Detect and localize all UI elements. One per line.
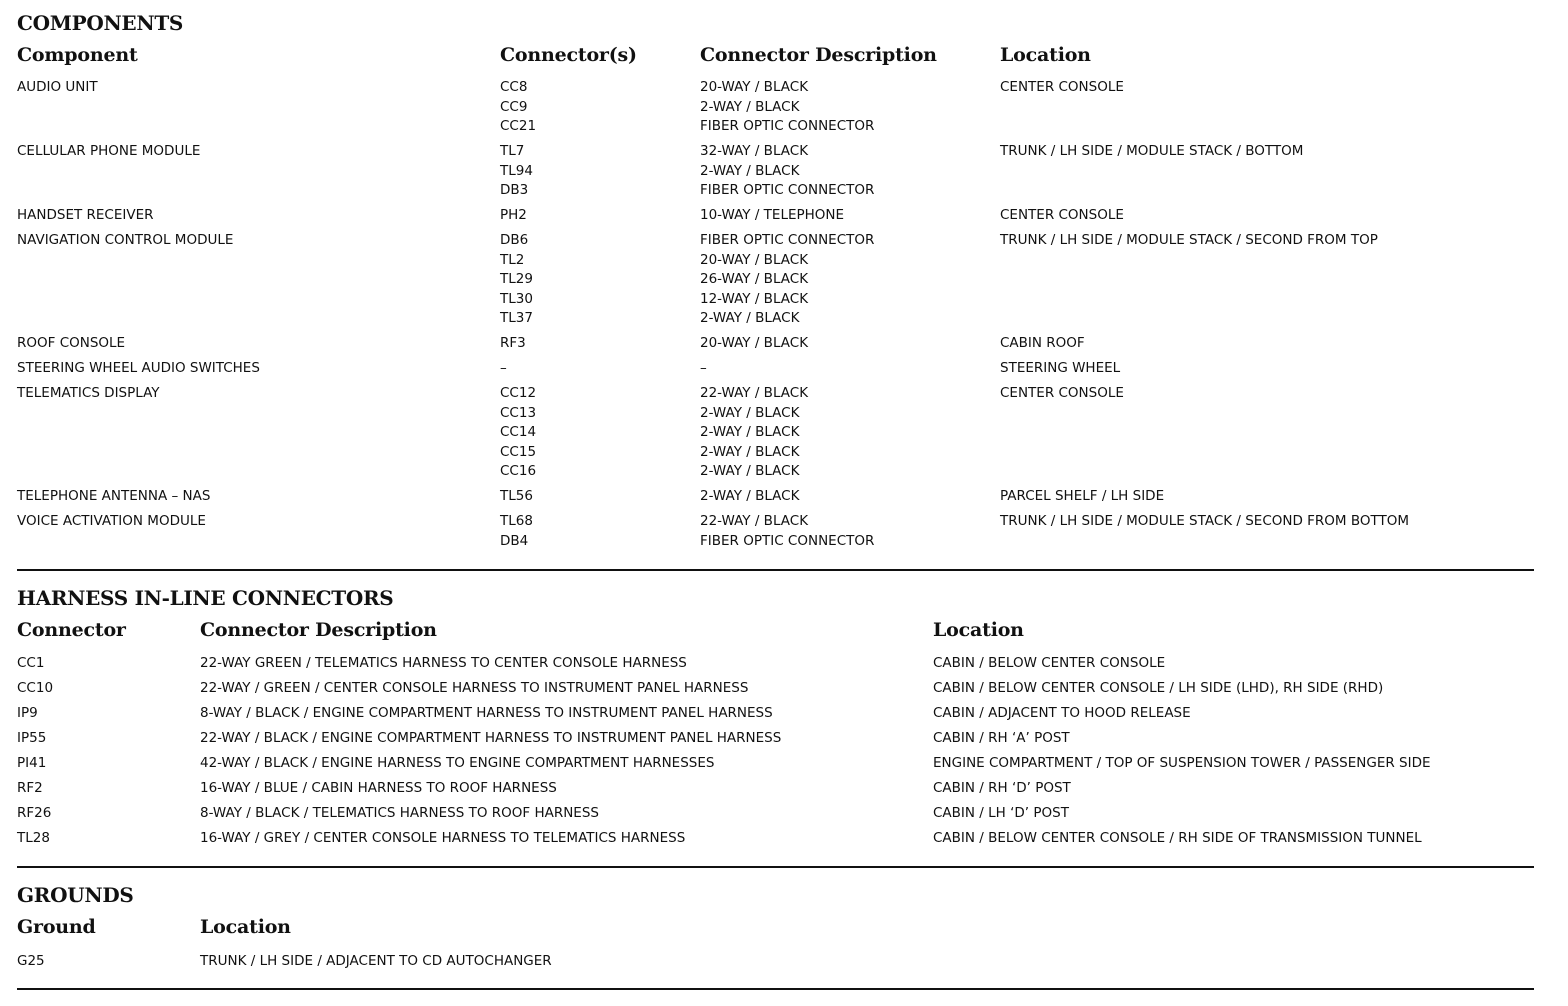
component-connector: CC21 bbox=[500, 118, 537, 135]
harness-description: 42-WAY / BLACK / ENGINE HARNESS TO ENGINE COMPARTMENT HARNESSES bbox=[200, 755, 715, 771]
components-header-component: Component bbox=[17, 44, 138, 66]
section-divider bbox=[17, 866, 1534, 868]
ground-location: TRUNK / LH SIDE / ADJACENT TO CD AUTOCHANGER bbox=[200, 953, 552, 969]
harness-connector: CC10 bbox=[17, 680, 54, 696]
component-location: CENTER CONSOLE bbox=[1000, 79, 1124, 95]
component-location: TRUNK / LH SIDE / MODULE STACK / SECOND FROM BOTTOM bbox=[1000, 513, 1410, 529]
harness-location: CABIN / RH ‘A’ POST bbox=[933, 730, 1070, 746]
section-divider bbox=[17, 569, 1534, 571]
component-connector-description: – bbox=[700, 360, 707, 376]
component-location: CENTER CONSOLE bbox=[1000, 207, 1124, 223]
component-name: ROOF CONSOLE bbox=[17, 335, 126, 351]
component-name: NAVIGATION CONTROL MODULE bbox=[17, 232, 234, 248]
component-connector: TL94 bbox=[500, 162, 533, 179]
harness-connector: TL28 bbox=[17, 830, 50, 846]
harness-location: CABIN / RH ‘D’ POST bbox=[933, 780, 1071, 796]
component-connector-description: 20-WAY / BLACK bbox=[700, 335, 809, 351]
component-connector-description: 2-WAY / BLACK bbox=[700, 463, 800, 480]
component-connector-description: 22-WAY / BLACK bbox=[700, 385, 809, 401]
component-connector-description: 32-WAY / BLACK bbox=[700, 143, 809, 159]
component-connector-description: 2-WAY / BLACK bbox=[700, 424, 800, 441]
component-connector-description: FIBER OPTIC CONNECTOR bbox=[700, 182, 875, 199]
harness-description: 16-WAY / GREY / CENTER CONSOLE HARNESS TO TELEMATICS HARNESS bbox=[200, 830, 686, 846]
components-header-connectors: Connector(s) bbox=[500, 44, 637, 66]
harness-connector: PI41 bbox=[17, 755, 47, 771]
component-connector: TL30 bbox=[500, 290, 533, 307]
component-connector-description: FIBER OPTIC CONNECTOR bbox=[700, 118, 875, 135]
component-location: CENTER CONSOLE bbox=[1000, 385, 1124, 401]
component-connector: PH2 bbox=[500, 207, 527, 223]
harness-section-title: HARNESS IN-LINE CONNECTORS bbox=[17, 586, 394, 610]
component-connector: CC14 bbox=[500, 424, 537, 441]
component-connector: CC12 bbox=[500, 385, 537, 401]
component-connector-description: 12-WAY / BLACK bbox=[700, 290, 809, 307]
harness-header-location: Location bbox=[933, 619, 1024, 641]
harness-header-description: Connector Description bbox=[200, 619, 437, 641]
component-connector: – bbox=[500, 360, 507, 376]
component-connector-description: 20-WAY / BLACK bbox=[700, 251, 809, 268]
component-name: STEERING WHEEL AUDIO SWITCHES bbox=[17, 360, 260, 376]
component-name: TELEMATICS DISPLAY bbox=[17, 385, 160, 401]
component-name: AUDIO UNIT bbox=[17, 79, 98, 95]
harness-location: CABIN / ADJACENT TO HOOD RELEASE bbox=[933, 705, 1191, 721]
harness-description: 22-WAY / GREEN / CENTER CONSOLE HARNESS TO INSTRUMENT PANEL HARNESS bbox=[200, 680, 749, 696]
component-location: TRUNK / LH SIDE / MODULE STACK / SECOND FROM TOP bbox=[1000, 232, 1378, 248]
component-connector: TL56 bbox=[500, 488, 533, 504]
component-connector: TL29 bbox=[500, 271, 533, 288]
harness-description: 8-WAY / BLACK / ENGINE COMPARTMENT HARNESS TO INSTRUMENT PANEL HARNESS bbox=[200, 705, 773, 721]
component-connector-description: 2-WAY / BLACK bbox=[700, 443, 800, 460]
component-connector-description: 10-WAY / TELEPHONE bbox=[700, 207, 845, 223]
component-location: PARCEL SHELF / LH SIDE bbox=[1000, 488, 1165, 504]
harness-header-connector: Connector bbox=[17, 619, 126, 641]
component-connector: CC16 bbox=[500, 463, 537, 480]
harness-location: CABIN / BELOW CENTER CONSOLE / RH SIDE OF TRANSMISSION TUNNEL bbox=[933, 830, 1422, 846]
component-location: TRUNK / LH SIDE / MODULE STACK / BOTTOM bbox=[1000, 143, 1304, 159]
harness-connector: RF2 bbox=[17, 780, 43, 796]
grounds-section-title: GROUNDS bbox=[17, 883, 134, 907]
harness-location: CABIN / BELOW CENTER CONSOLE / LH SIDE (LHD), RH SIDE (RHD) bbox=[933, 680, 1384, 696]
harness-location: ENGINE COMPARTMENT / TOP OF SUSPENSION TOWER / PASSENGER SIDE bbox=[933, 755, 1431, 771]
component-connector: CC8 bbox=[500, 79, 528, 95]
components-header-location: Location bbox=[1000, 44, 1091, 66]
component-connector: TL37 bbox=[500, 310, 533, 327]
component-connector: CC15 bbox=[500, 443, 537, 460]
harness-connector: IP9 bbox=[17, 705, 38, 721]
component-connector-description: 2-WAY / BLACK bbox=[700, 310, 800, 327]
harness-location: CABIN / LH ‘D’ POST bbox=[933, 805, 1069, 821]
grounds-header-ground: Ground bbox=[17, 916, 96, 938]
component-location: STEERING WHEEL bbox=[1000, 360, 1121, 376]
components-section-title: COMPONENTS bbox=[17, 11, 184, 35]
component-connector: CC13 bbox=[500, 404, 537, 421]
component-name: VOICE ACTIVATION MODULE bbox=[17, 513, 206, 529]
component-connector: DB3 bbox=[500, 182, 529, 199]
component-connector: DB4 bbox=[500, 532, 529, 549]
components-header-description: Connector Description bbox=[700, 44, 937, 66]
component-connector-description: 2-WAY / BLACK bbox=[700, 162, 800, 179]
harness-description: 16-WAY / BLUE / CABIN HARNESS TO ROOF HARNESS bbox=[200, 780, 557, 796]
component-connector: DB6 bbox=[500, 232, 529, 248]
component-connector-description: 20-WAY / BLACK bbox=[700, 79, 809, 95]
grounds-header-location: Location bbox=[200, 916, 291, 938]
component-connector: TL2 bbox=[500, 251, 525, 268]
harness-description: 8-WAY / BLACK / TELEMATICS HARNESS TO ROOF HARNESS bbox=[200, 805, 599, 821]
component-name: HANDSET RECEIVER bbox=[17, 207, 154, 223]
component-connector: RF3 bbox=[500, 335, 526, 351]
component-name: CELLULAR PHONE MODULE bbox=[17, 143, 201, 159]
harness-location: CABIN / BELOW CENTER CONSOLE bbox=[933, 655, 1166, 671]
component-connector-description: 2-WAY / BLACK bbox=[700, 98, 800, 115]
harness-connector: CC1 bbox=[17, 655, 45, 671]
component-connector-description: FIBER OPTIC CONNECTOR bbox=[700, 232, 875, 248]
component-connector-description: 2-WAY / BLACK bbox=[700, 488, 800, 504]
component-connector-description: 26-WAY / BLACK bbox=[700, 271, 809, 288]
component-connector-description: 2-WAY / BLACK bbox=[700, 404, 800, 421]
component-connector: TL68 bbox=[500, 513, 533, 529]
component-location: CABIN ROOF bbox=[1000, 335, 1085, 351]
component-connector: TL7 bbox=[500, 143, 525, 159]
section-divider bbox=[17, 988, 1534, 990]
harness-description: 22-WAY GREEN / TELEMATICS HARNESS TO CENTER CONSOLE HARNESS bbox=[200, 655, 687, 671]
harness-connector: RF26 bbox=[17, 805, 52, 821]
ground-id: G25 bbox=[17, 953, 45, 969]
component-name: TELEPHONE ANTENNA – NAS bbox=[17, 488, 211, 504]
harness-description: 22-WAY / BLACK / ENGINE COMPARTMENT HARNESS TO INSTRUMENT PANEL HARNESS bbox=[200, 730, 782, 746]
component-connector-description: 22-WAY / BLACK bbox=[700, 513, 809, 529]
component-connector: CC9 bbox=[500, 98, 528, 115]
component-connector-description: FIBER OPTIC CONNECTOR bbox=[700, 532, 875, 549]
harness-connector: IP55 bbox=[17, 730, 47, 746]
